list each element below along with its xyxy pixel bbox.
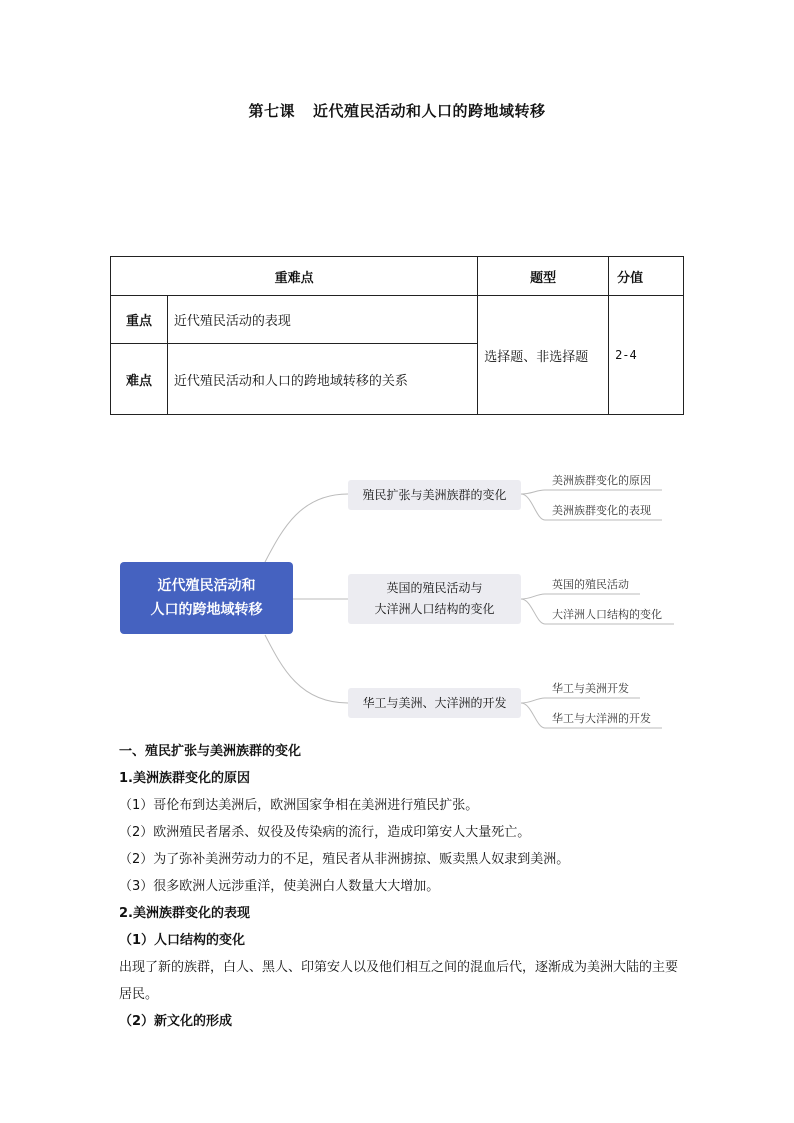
leaf-3a: 华工与美洲开发 [552,682,629,695]
lesson-content [119,738,689,1035]
root-line-2: 人口的跨地域转移 [150,602,263,618]
connector-root-branch-3 [265,635,348,703]
connector-root-branch-1 [265,494,348,562]
header-question-type: 题型 [478,257,609,296]
connector-leaf-1a [521,490,662,494]
section-heading: 一、殖民扩张与美洲族群的变化 [119,744,302,759]
connector-leaf-3a [521,698,640,703]
branch-3 [348,688,521,718]
leaf-3b: 华工与大洋洲的开发 [552,712,651,725]
leaf-2b: 大洋洲人口结构的变化 [552,608,662,621]
leaf-1b: 美洲族群变化的表现 [552,504,651,517]
list-item: （2）欧洲殖民者屠杀、奴役及传染病的流行，造成印第安人大量死亡。 [119,825,531,840]
page-title [0,100,794,121]
mind-map [0,460,794,740]
connector-leaf-2a [521,594,640,599]
header-score: 分值 [609,257,684,296]
branch-2-label-line-1: 英国的殖民活动与 [386,581,483,595]
list-item: （2）为了弥补美洲劳动力的不足，殖民者从非洲掳掠、贩卖黑人奴隶到美洲。 [119,852,570,867]
header-key-points: 重难点 [111,257,478,296]
subheading-population: （1）人口结构的变化 [119,933,246,948]
lesson-name: 近代殖民活动和人口的跨地域转移 [313,102,546,120]
mind-map-root [120,562,293,634]
lesson-number: 第七课 [248,102,295,120]
leaf-1a: 美洲族群变化的原因 [552,474,651,487]
list-item: （1）哥伦布到达美洲后，欧洲国家争相在美洲进行殖民扩张。 [119,798,479,813]
subheading-manifestations: 2.美洲族群变化的表现 [119,906,250,921]
row-content-key: 近代殖民活动的表现 [167,296,477,344]
question-type-cell: 选择题、非选择题 [478,296,609,415]
key-points-table [110,256,684,415]
paragraph: 出现了新的族群，白人、黑人、印第安人以及他们相互之间的混血后代，逐渐成为美洲大陆的主要居民。 [119,960,679,1002]
subheading-causes: 1.美洲族群变化的原因 [119,771,250,786]
branch-3-label: 华工与美洲、大洋洲的开发 [362,695,507,710]
branch-1 [348,480,521,510]
branch-1-label: 殖民扩张与美洲族群的变化 [362,487,507,502]
row-label-key: 重点 [111,296,168,344]
list-item: （3）很多欧洲人远涉重洋，使美洲白人数量大大增加。 [119,879,440,894]
leaf-2a: 英国的殖民活动 [552,578,629,591]
branch-2-label-line-2: 大洋洲人口结构的变化 [374,602,495,616]
root-line-1: 近代殖民活动和 [157,578,256,594]
subheading-culture: （2）新文化的形成 [119,1014,233,1029]
row-label-difficult: 难点 [111,344,168,415]
branch-2 [348,574,521,624]
row-content-difficult: 近代殖民活动和人口的跨地域转移的关系 [167,344,477,415]
table-row [111,296,684,344]
table-header-row [111,257,684,296]
score-cell: 2-4 [609,296,684,415]
